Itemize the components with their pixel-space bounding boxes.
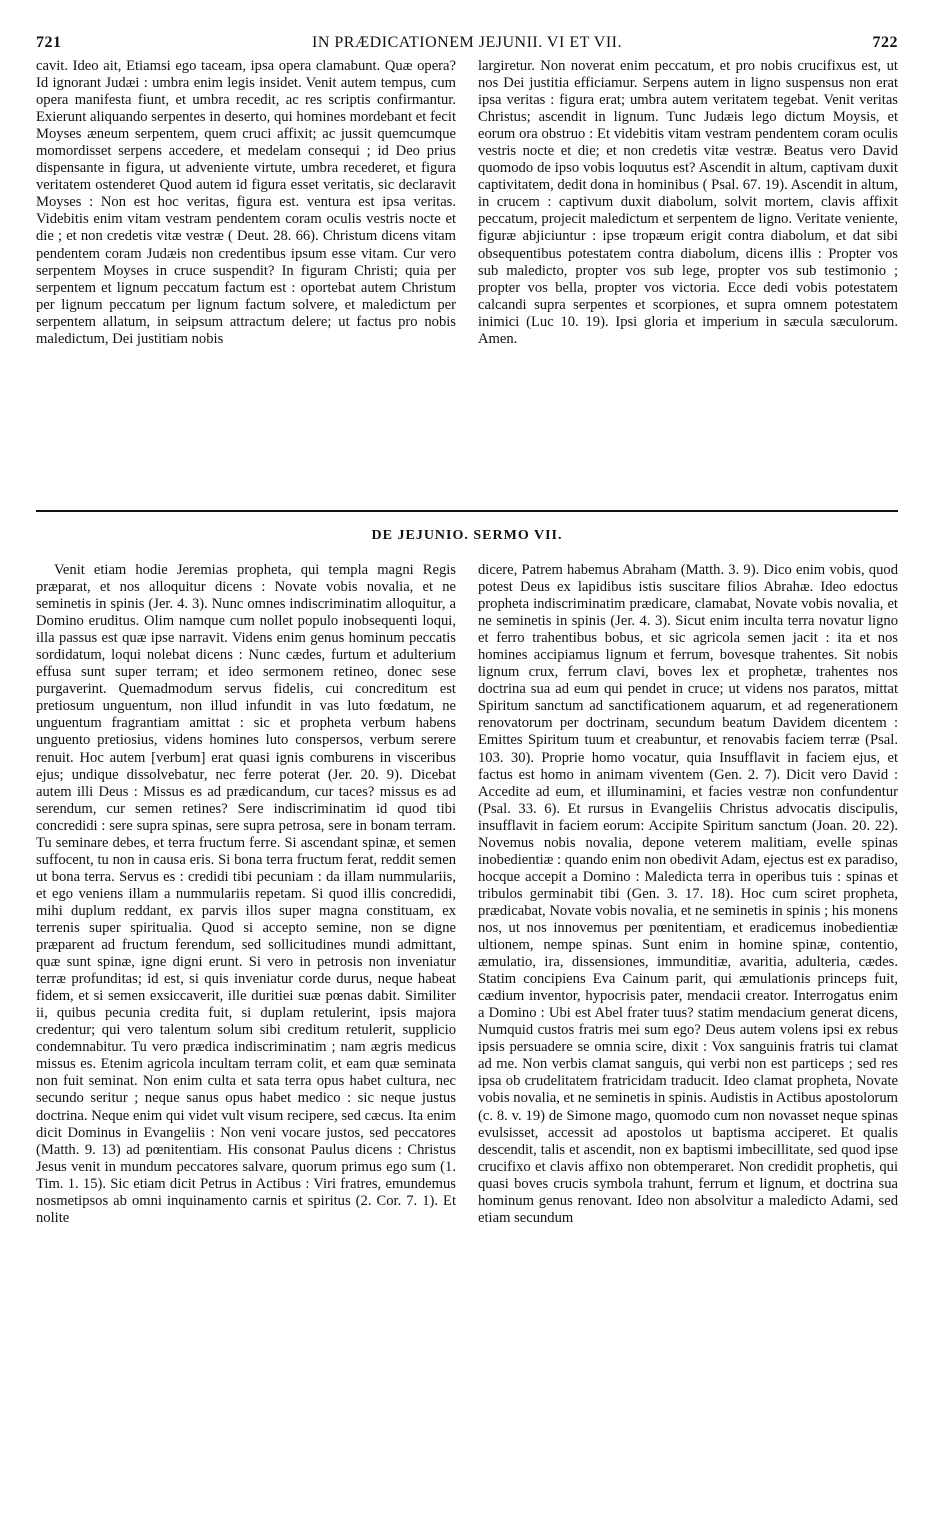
top-left-column [36, 58, 456, 500]
bottom-columns [36, 562, 898, 1522]
page [36, 30, 898, 1520]
paragraph: largiretur. Non noverat enim peccatum, et pro nobis crucifixus est, ut nos Dei justitia efficiamur. Serpens autem in ligno suspensus non erat ipsa veritas : figura erat; umbra autem veritatem tegebat. Venit veritas Christus; ascendit in lignum. Tunc Judæis lego dictum Moysis, et eorum ora obstruo : Et videbitis vitam vestram pendentem coram oculis vestris nocte et die; et non credetis vitæ vestræ. Beatus vero David quomodo de ipso vobis loquutus est? Ascendit in altum, captivam duxit captivitatem, dedit dona in hominibus ( Psal. 67. 19). Ascendit in altum, in crucem : captivum duxit diabolum, solvit mortem, clavis affixit peccatum, projecit maledictum et serpentem de ligno. Veritate veniente, figuræ abjiciuntur : ipse tropæum erigit contra diabolum, et dat sibi obsequentibus potestatem contra diabolum, dicens illis : Propter vos sub maledicto, propter vos sub lege, propter vos sub testimonio ; propter vos bella, propter vos victoria. Ecce dedi vobis potestatem calcandi supra serpentes et scorpiones, et supra omnem potestatem inimici (Luc 10. 19). Ipsi gloria et imperium in sæcula sæculorum. Amen. [478, 58, 898, 347]
top-columns [36, 58, 898, 500]
running-header [36, 30, 898, 58]
paragraph: Venit etiam hodie Jeremias propheta, qui templa magni Regis præparat, et nos alloquitur dicens : Novate vobis novalia, et ne seminetis in spinis (Jer. 4. 3). Nunc omnes indiscriminatim alloquitur, a Domino eruditus. Olim namque cum nollet populo inobsequenti loqui, illa passus est quæ ipse narravit. Videns enim genus hominum peccatis sordidatum, loqui nolebat dicens : Nunc cædes, furtum et adulterium effusa sunt super terram; et ideo sermonem retineo, donec sese purgaverint. Quemadmodum servus fidelis, cui concreditum est pretiosum unguentum, non illud infundit in vas luto fœdatum, ne unguentum fragrantiam amittat : sic et propheta verbum habens unguento pretiosius, videns homines luto conspersos, verbum serere renuit. Hoc autem [verbum] erat quasi ignis comburens in visceribus ejus; undique dissolvebatur, nec ferre poterat (Jer. 20. 9). Dicebat autem illi Deus : Missus es ad prædicandum, cur taces? missus es ad serendum, cur semen retines? Sere indiscriminatim id quod tibi concredidi : sere supra spinas, sere supra petrosa, sere in bonam terram. Tu seminare debes, et terra fructum ferre. Si ascendant spinæ, et semen suffocent, tu non in causa eris. Si bona terra fructum ferat, reddit semen ut bona terra. Servus es : credidi tibi pecuniam : da illam nummulariis, et ego veniens illam a nummulariis repetam. Si quod illis concredidi, mihi duplum reddant, ex parvis illos super magna constituam, ex terrenis super spiritualia. Quod si accepto semine, non se digne præparent ad fructum ferendum, sed sollicitudines mundi admittant, quæ sunt spinæ, igne digni erunt. Si vero in petrosis non inveniatur terræ profunditas; id est, si quis inveniatur corde durus, neque habeat fidem, et si semen exsiccaverit, ille duritiei suæ pœnas dabit. Similiter ii, quibus pecunia credita fuit, si duplam retulerint, ipsis majora credentur; qui vero talentum solum sibi creditum retulerit, supplicio condemnabitur. Tu vero prædica indiscriminatim ; nam ægris medicus missus es. Etenim agricola incultam terram colit, et eam quæ seminata non fuit seminat. Non enim culta et sata terra opus habet cultura, nec secundo seritur ; neque sanus opus habet medico : sic neque justus doctrina. Neque enim qui videt vult visum recipere, sed cæcus. Ita enim dicit Dominus in Evangeliis : Non veni vocare justos, sed peccatores (Matth. 9. 13) ad pœnitentiam. His consonat Paulus dicens : Christus Jesus venit in mundum peccatores salvare, quorum primus ego sum (1. Tim. 1. 15). Sic etiam dicit Petrus in Actibus : Viri fratres, emundemus nosmetipsos ab omni inquinamento carnis et spiritus (2. Cor. 7. 1). Et nolite [36, 562, 456, 1226]
page-number-right: 722 [872, 34, 898, 51]
top-right-column [478, 58, 898, 500]
section-divider [36, 510, 898, 512]
page-number-left: 721 [36, 34, 62, 51]
paragraph: dicere, Patrem habemus Abraham (Matth. 3. 9). Dico enim vobis, quod potest Deus ex lapidibus istis suscitare filios Abrahæ. Ideo edoctus propheta indiscriminatim prædicare, clamabat, Novate vobis novalia, et ne seminetis in spinis (Jer. 4. 3). Sicut enim inculta terra novatur ligno et ferro trahentibus bobus, et sic agricola semen jacit : ita et nos homines accipiamus lignum et ferrum, bovesque trahentes. Sit nobis lignum crux, ferrum clavi, boves lex et prophetæ, trahentes nos doctrina sua ad eum qui pendet in cruce; ut videns nos paratos, mittat Spiritum sanctum ad sanctificationem aquarum, et ad regenerationem renovatorum per doctrinam, secundum beatum Davidem dicentem : Emittes Spiritum tuum et creabuntur, et renovabis faciem terræ (Psal. 103. 30). Proprie homo vocatur, quia Insufflavit in faciem ejus, et factus est homo in animam viventem (Gen. 2. 7). Dicit vero David : Accedite ad eum, et illuminamini, et facies vestræ non confundentur (Psal. 33. 6). Et rursus in Evangeliis Christus advocatis discipulis, insufflavit in faciem eorum: Accipite Spiritum sanctum (Joan. 20. 22). Novemus nobis novalia, depone veterem malitiam, evelle spinas inobedientiæ : quando enim non obedivit Adam, ejectus est ex paradiso, hocque accepit a Domino : Maledicta terra in operibus tuis : spinas et tribulos germinabit tibi (Gen. 3. 17. 18). Hoc cum sciret propheta, prædicabat, Novate vobis novalia, et ne seminetis in spinis ; his monens nos, ut nos innovemus per pœnitentiam, et eradicemus inobedientiæ ultionem, nempe spinas. Sunt enim in homine spinæ, contentio, æmulatio, ira, dissensiones, immunditiæ, avaritia, adulteria, cædes. Statim concipiens Eva Cainum parit, qui æmulationis princeps fuit, cædium inventor, hypocrisis pater, mendacii creator. Interrogatus enim a Domino : Ubi est Abel frater tuus? statim mendacium generat dicens, Numquid custos fratris mei sum ego? Deus autem volens ipsi ex rebus ipsis persuadere se omnia scire, dixit : Vox sanguinis fratris tui clamat ad me. Non verbis clamat sanguis, qui verbi non est particeps ; sed res ipsa ob crudelitatem fratricidam traducit. Ideo clamat propheta, Novate vobis novalia, et ne seminetis in spinis. Audistis in Actibus apostolorum (c. 8. v. 19) de Simone mago, quomodo cum non novasset neque spinas evulsisset, accessit ad apostolos ut baptisma acciperet. Et qualis descendit, talis et ascendit, non ex baptismi imbecillitate, sed quod ipse crucifixo et clavis affixo non obtemperaret. Non credidit prophetis, qui quasi boves crucis symbola trahunt, ferrum et lignum, et doctrina sua hominum genus renovant. Ideo non absolvitur a maledicto Adami, sed etiam secundum [478, 562, 898, 1226]
running-title: IN PRÆDICATIONEM JEJUNII. VI ET VII. [312, 34, 622, 51]
bottom-right-column [478, 562, 898, 1522]
section-title: DE JEJUNIO. SERMO VII. [371, 528, 563, 543]
bottom-left-column [36, 562, 456, 1522]
paragraph: cavit. Ideo ait, Etiamsi ego taceam, ipsa opera clamabunt. Quæ opera? Id ignorant Judæi : umbra enim legis insidet. Venit autem tempus, cum opera manifesta fiunt, et umbra recedit, ac res scriptis confirmantur. Exierunt aliquando serpentes in deserto, qui homines mordebant et fecit Moyses æneum serpentem, quem cruci affixit; ac jussit quemcumque momordisset serpens accedere, et medelam consequi ; id Deo prius dispensante in figura, ut adveniente virtute, umbra recederet, et figura veritatem ostenderet Quod autem id figura esset veritatis, sic declaravit Moyses : Non est hoc veritas, figura est. ventura est ipsa veritas. Videbitis enim vitam vestram pendentem coram oculis vestris nocte et die ; et non credetis vitæ vestræ ( Deut. 28. 66). Christum dicens vitam pendentem coram Judæis non credentibus ipsum esse vitam. Cur vero serpentem Moyses in cruce suspendit? In figuram Christi; quia per serpentem et lignum peccatum factum est : oportebat autem Christum per lignum peccatum per lignum factum solvere, et maledictum per serpentem allatum, in seipsum attractum delere; ut factus pro nobis maledictum, Dei justitiam nobis [36, 58, 456, 347]
